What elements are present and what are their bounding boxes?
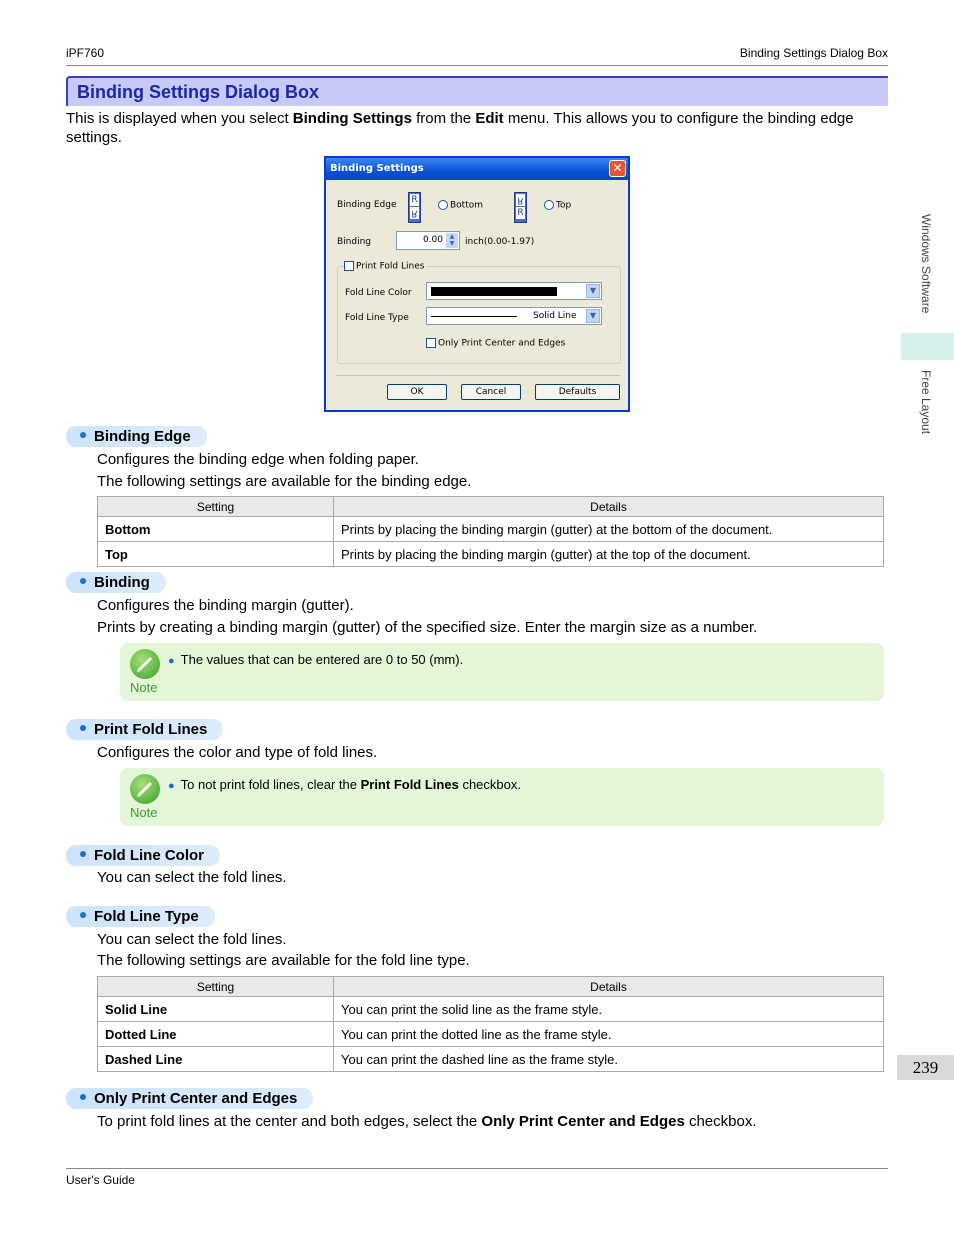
print-fold-lines-checkbox[interactable]: Print Fold Lines [344,261,426,272]
fold-line-color-label: Fold Line Color [345,288,412,298]
section-fold-line-type: Fold Line Type [66,906,215,927]
top-edge-icon: R R [514,192,527,223]
section-fold-line-color: Fold Line Color [66,845,220,866]
bullet-icon: ● [168,780,175,792]
print-fold-lines-desc: Configures the color and type of fold lines. [97,744,378,761]
table-row: Top Prints by placing the binding margin (gutter) at the top of the document. [98,542,884,567]
fold-line-type-value: Solid Line [533,311,577,321]
table-header: Details [334,977,884,997]
fold-line-type-label: Fold Line Type [345,313,409,323]
note-label: Note [130,805,158,820]
bullet-icon [80,1094,86,1100]
table-header: Details [334,497,884,517]
dialog-divider [336,375,620,376]
fold-line-type-desc: You can select the fold lines. [97,931,287,948]
top-radio[interactable]: Top [544,200,571,211]
sidebar-current-tab [901,333,954,360]
section-binding-edge: Binding Edge [66,426,207,447]
checkbox-icon [344,261,354,271]
note-text: ● To not print fold lines, clear the Print Fold Lines checkbox. [168,777,521,792]
fold-line-color-select[interactable] [426,282,602,300]
header-divider [66,65,888,66]
binding-label: Binding [337,237,372,247]
note-label: Note [130,680,158,695]
binding-desc-2: Prints by creating a binding margin (gutter) of the specified size. Enter the margin size as a number. [97,619,758,636]
fold-line-type-select[interactable] [426,307,602,325]
line-sample [431,316,517,317]
header-section-title: Binding Settings Dialog Box [739,46,888,60]
dialog-title: Binding Settings [326,158,628,180]
bullet-icon [80,432,86,438]
bullet-icon [80,851,86,857]
page-title: Binding Settings Dialog Box [77,82,319,102]
note-binding [120,643,884,701]
fold-line-type-table [97,976,884,1072]
table-row: Bottom Prints by placing the binding margin (gutter) at the bottom of the document. [98,517,884,542]
note-text: ● The values that can be entered are 0 to 50 (mm). [168,652,464,667]
close-icon[interactable]: ✕ [609,160,626,177]
binding-desc: Configures the binding margin (gutter). [97,597,354,614]
only-center-edges-desc: To print fold lines at the center and both edges, select the Only Print Center and Edges checkbox. [97,1113,757,1130]
bullet-icon [80,912,86,918]
defaults-button[interactable]: Defaults [535,384,620,400]
sidebar-section-free-layout[interactable]: Free Layout [919,370,933,435]
bullet-icon: ● [168,655,175,667]
chevron-down-icon[interactable]: ▼ [586,284,600,298]
chevron-down-icon[interactable]: ▼ [586,309,600,323]
binding-input[interactable]: 0.00 ▲ ▼ [396,231,460,250]
cancel-button[interactable]: Cancel [461,384,521,400]
table-row: Dashed Line You can print the dashed line as the frame style. [98,1047,884,1072]
footer-divider [66,1168,888,1169]
table-header: Setting [98,497,334,517]
fold-line-type-desc-2: The following settings are available for the fold line type. [97,952,470,969]
bullet-icon [80,578,86,584]
binding-range: inch(0.00-1.97) [465,237,535,247]
ok-button[interactable]: OK [387,384,447,400]
table-header: Setting [98,977,334,997]
bottom-edge-icon: R R [408,192,421,223]
binding-edge-label: Binding Edge [337,200,397,210]
radio-icon [438,200,448,210]
pencil-check-icon [130,774,160,804]
fold-line-color-desc: You can select the fold lines. [97,869,287,886]
section-binding: Binding [66,572,166,593]
table-row: Dotted Line You can print the dotted line as the frame style. [98,1022,884,1047]
intro-paragraph: This is displayed when you select Binding Settings from the Edit menu. This allows you to configure the binding edge settings. [66,110,854,146]
section-print-fold-lines: Print Fold Lines [66,719,223,740]
header-product: iPF760 [66,46,105,60]
pencil-check-icon [130,649,160,679]
binding-settings-dialog [324,156,630,412]
note-print-fold-lines [120,768,884,826]
binding-edge-desc-2: The following settings are available for the binding edge. [97,473,472,490]
sidebar-section-windows-software[interactable]: Windows Software [919,214,933,314]
only-center-edges-checkbox[interactable]: Only Print Center and Edges [426,338,565,349]
binding-edge-desc: Configures the binding edge when folding paper. [97,451,419,468]
bullet-icon [80,725,86,731]
spin-arrows-icon[interactable]: ▲ ▼ [446,233,458,248]
color-swatch [431,287,557,296]
checkbox-icon [426,338,436,348]
table-row: Solid Line You can print the solid line as the frame style. [98,997,884,1022]
bottom-radio[interactable]: Bottom [438,200,483,211]
page-title-bar [66,76,888,106]
binding-edge-table [97,496,884,567]
section-only-center-edges: Only Print Center and Edges [66,1088,313,1109]
radio-icon [544,200,554,210]
footer-text: User's Guide [66,1173,135,1187]
page-number: 239 [897,1055,954,1080]
